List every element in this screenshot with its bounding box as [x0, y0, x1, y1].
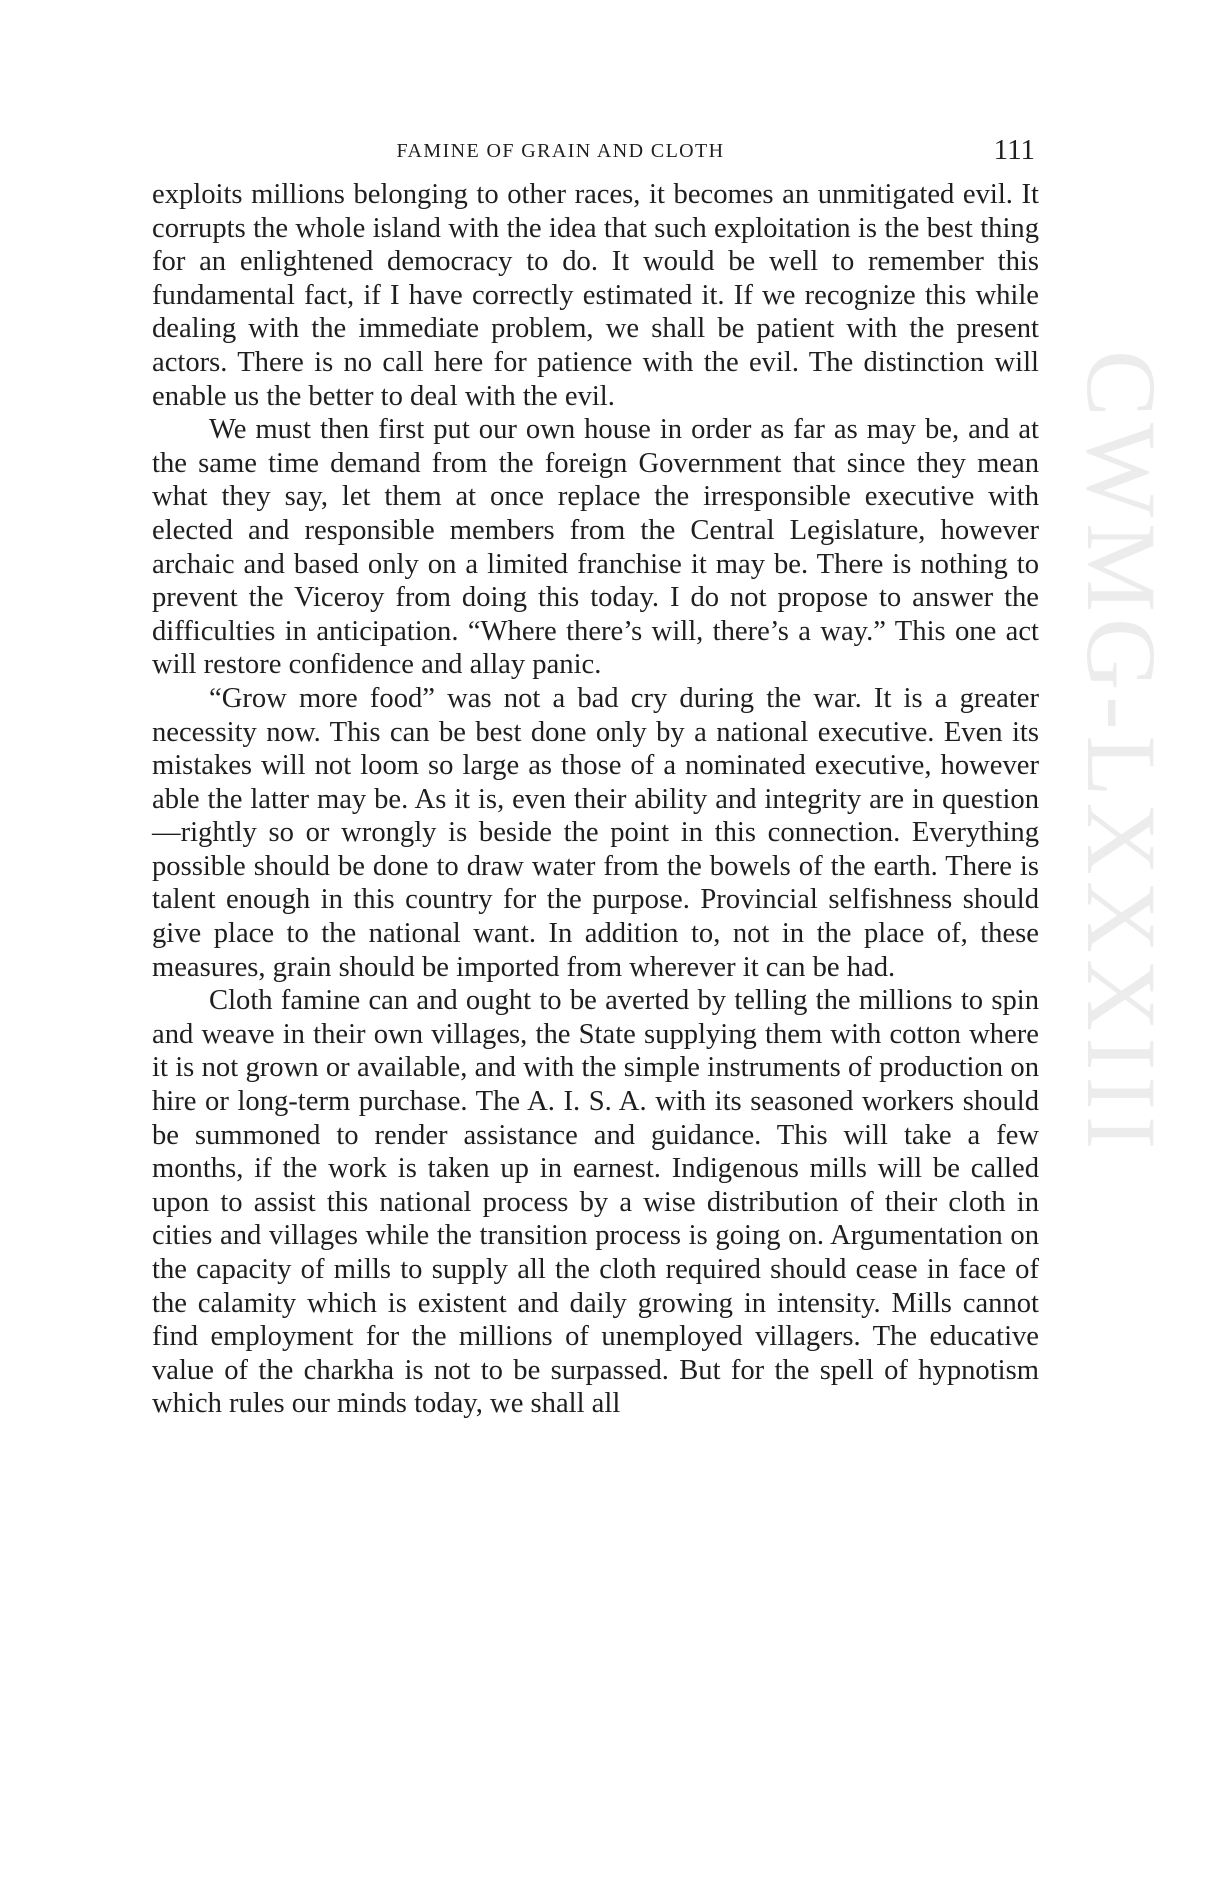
- running-title: FAMINE OF GRAIN AND CLOTH: [396, 140, 725, 162]
- paragraph: “Grow more food” was not a bad cry during the war. It is a greater necessity now. This can be best done only by a national executive. Even its mistakes will not loom so large as those of a nominated executive, however able the latter may be. As it is, even their ability and integrity are in question—rightly so or wrongly is beside the point in this connection. Everything possible should be done to draw water from the bowels of the earth. There is talent enough in this country for the purpose. Provincial selfishness should give place to the national want. In addition to, not in the place of, these measures, grain should be imported from wherever it can be had.: [152, 682, 1039, 983]
- watermark-text: CWMG-LXXXIII: [1066, 350, 1170, 1156]
- page-number: 111: [993, 134, 1035, 166]
- watermark: [1060, 350, 1170, 1550]
- running-head: [152, 134, 1039, 168]
- body-text: [152, 178, 1039, 1421]
- paragraph: We must then first put our own house in order as far as may be, and at the same time demand from the foreign Government that since they mean what they say, let them at once replace the irresponsible executive with elected and responsible members from the Central Legislature, however archaic and based only on a limited franchise it may be. There is nothing to prevent the Viceroy from doing this today. I do not propose to answer the difficulties in anticipation. “Where there’s will, there’s a way.” This one act will restore confidence and allay panic.: [152, 414, 1039, 681]
- paragraph-continued: exploits millions belonging to other races, it becomes an unmitigated evil. It corrupts the whole island with the idea that such exploitation is the best thing for an enlightened democracy to do. It would be well to remember this fundamental fact, if I have correctly estimated it. If we recognize this while dealing with the immediate problem, we shall be patient with the present actors. There is no call here for patience with the evil. The distinction will enable us the better to deal with the evil.: [152, 179, 1039, 412]
- paragraph: Cloth famine can and ought to be averted by telling the millions to spin and weave in their own villages, the State supplying them with cotton where it is not grown or available, and with the simple instruments of production on hire or long-term purchase. The A. I. S. A. with its seasoned workers should be summoned to render assistance and guidance. This will take a few months, if the work is taken up in earnest. Indigenous mills will be called upon to assist this national process by a wise distribution of their cloth in cities and villages while the transition process is going on. Argumentation on the capacity of mills to supply all the cloth required should cease in face of the calamity which is existent and daily growing in intensity. Mills cannot find employment for the millions of unemployed villagers. The educative value of the charkha is not to be surpassed. But for the spell of hypnotism which rules our minds today, we shall all: [152, 985, 1039, 1420]
